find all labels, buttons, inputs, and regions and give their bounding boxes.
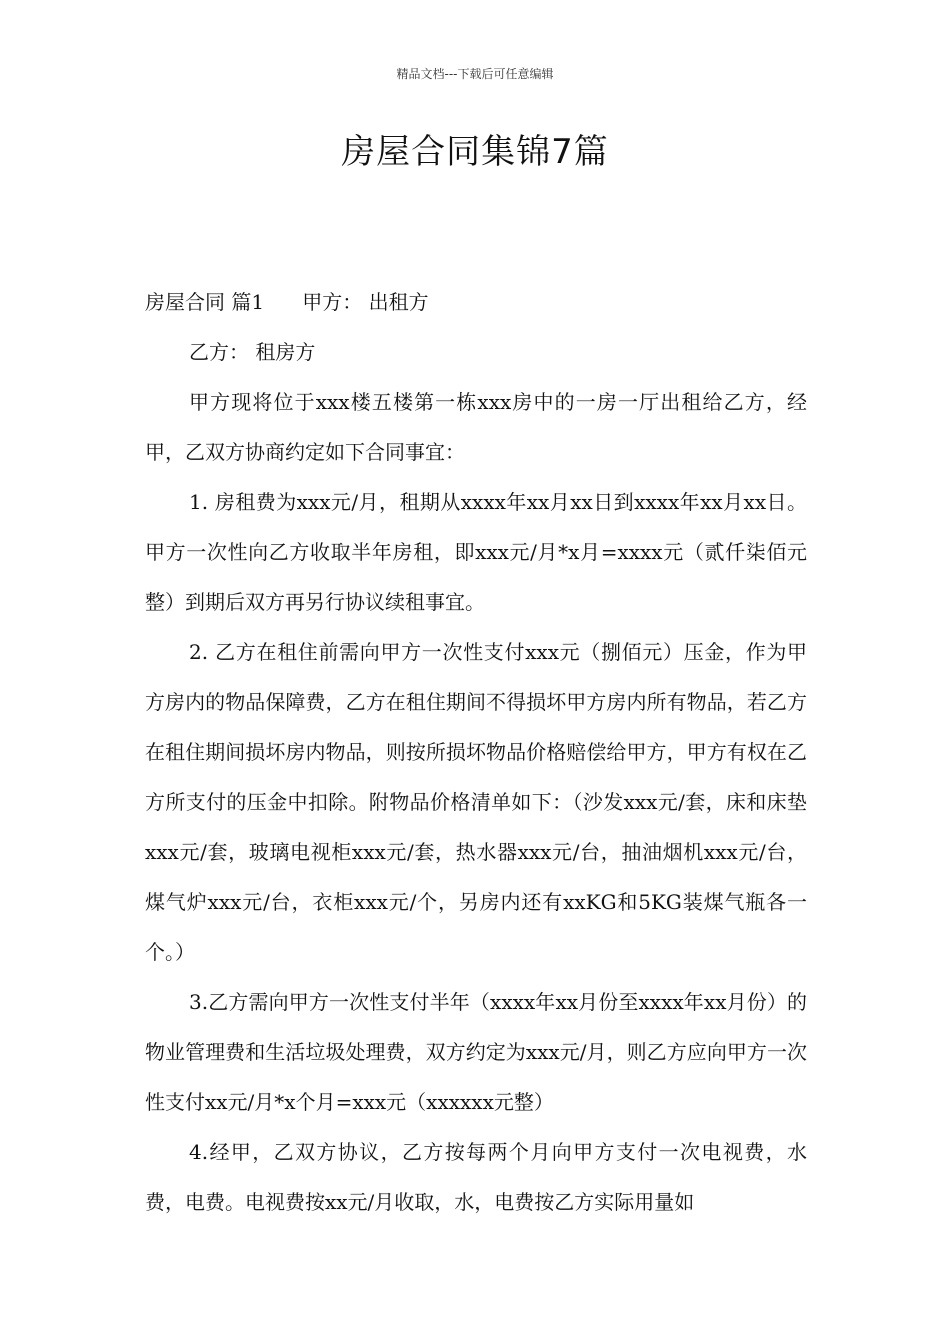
paragraph-clause-3: 3.乙方需向甲方一次性支付半年（xxxx年xx月份至xxxx年xx月份）的物业管理费和生活垃圾处理费，双方约定为xxx元/月，则乙方应向甲方一次性支付xx元/月*x个月=xxx元（xxxxxx元整） [145,990,807,1114]
paragraph-clause-2: 2. 乙方在租住前需向甲方一次性支付xxx元（捌佰元）压金，作为甲方房内的物品保障费，乙方在租住期间不得损坏甲方房内所有物品，若乙方在租住期间损坏房内物品，则按所损坏物品价格赔偿给甲方，甲方有权在乙方所支付的压金中扣除。附物品价格清单如下：（沙发xxx元/套，床和床垫xxx元/套，玻璃电视柜xxx元/套，热水器xxx元/台，抽油烟机xxx元/台，煤气炉xxx元/台，衣柜xxx元/个，另房内还有xxKG和5KG装煤气瓶各一个。） [145,640,807,964]
paragraph-intro: 甲方现将位于xxx楼五楼第一栋xxx房中的一房一厅出租给乙方，经甲，乙双方协商约定如下合同事宜： [145,390,807,464]
page-header-note: 精品文档---下载后可任意编辑 [396,67,554,81]
party-a-line: 甲方： 出租方 [302,290,429,314]
document-body [145,277,807,1227]
section-heading-line [145,277,807,327]
paragraph-clause-1: 1. 房租费为xxx元/月，租期从xxxx年xx月xx日到xxxx年xx月xx日。甲方一次性向乙方收取半年房租，即xxx元/月*x月=xxxx元（贰仟柒佰元整）到期后双方再另行协议续租事宜。 [145,490,807,614]
party-b-line: 乙方： 租房方 [189,340,316,364]
section-label: 房屋合同 篇1 [145,290,265,314]
document-title: 房屋合同集锦7篇 [341,132,609,172]
paragraph-clause-4: 4.经甲，乙双方协议，乙方按每两个月向甲方支付一次电视费，水费，电费。电视费按xx元/月收取，水，电费按乙方实际用量如 [145,1140,807,1214]
